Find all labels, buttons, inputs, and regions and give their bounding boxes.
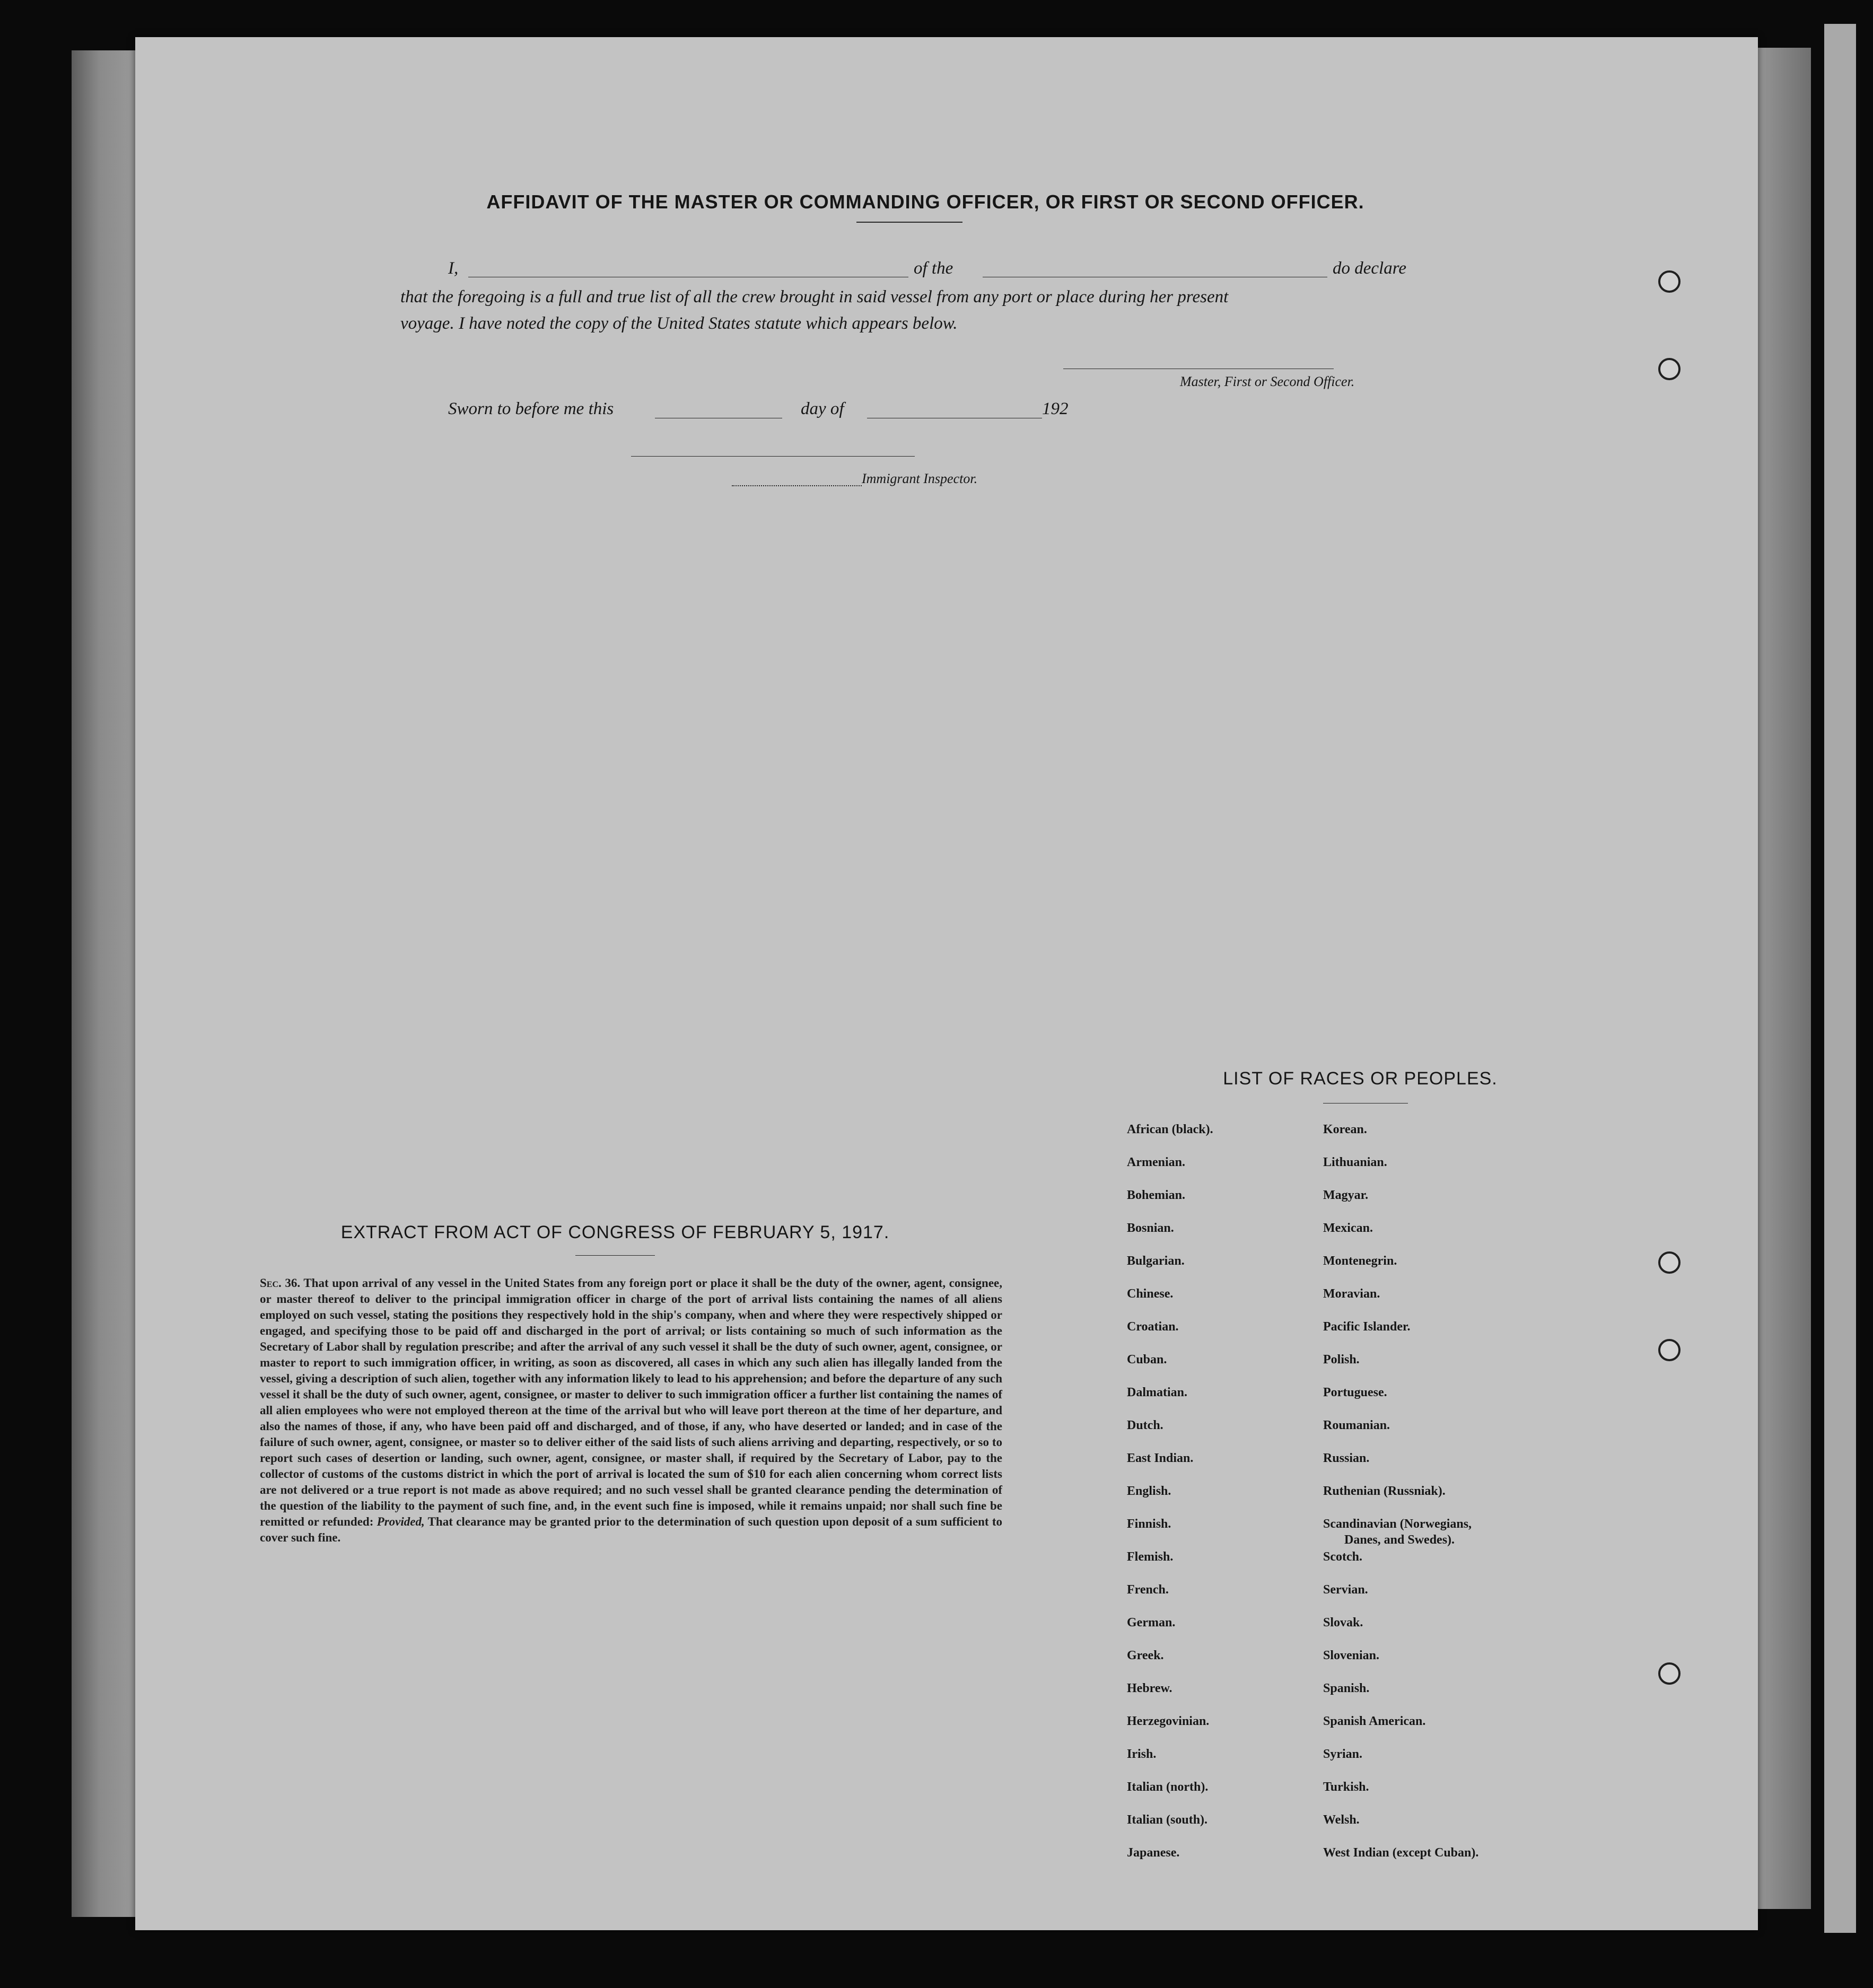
- race-item: Croatian.: [1127, 1320, 1179, 1334]
- of-the-label: of the: [914, 259, 953, 278]
- race-item: German.: [1127, 1616, 1176, 1630]
- race-item: West Indian (except Cuban).: [1323, 1846, 1479, 1860]
- race-item: Bosnian.: [1127, 1221, 1174, 1235]
- punch-hole: [1658, 1251, 1681, 1274]
- document-page: [135, 37, 1758, 1930]
- race-item: Slovenian.: [1323, 1649, 1380, 1662]
- races-list-right: [1323, 1122, 1556, 1878]
- race-item-continuation: Danes, and Swedes).: [1344, 1533, 1455, 1547]
- race-item: Servian.: [1323, 1583, 1368, 1597]
- race-item: Italian (north).: [1127, 1780, 1209, 1794]
- extract-text: [260, 1275, 1002, 1546]
- title-underline: [856, 222, 962, 223]
- race-item: Scotch.: [1323, 1550, 1362, 1564]
- punch-hole: [1658, 270, 1681, 293]
- day-of-label: day of: [801, 399, 844, 418]
- race-item: Dutch.: [1127, 1418, 1163, 1432]
- adjacent-page-left: [72, 50, 141, 1917]
- race-item: Pacific Islander.: [1323, 1320, 1411, 1334]
- race-item: Polish.: [1323, 1353, 1360, 1367]
- do-declare-label: do declare: [1333, 259, 1406, 278]
- sworn-year: 192: [1042, 399, 1069, 418]
- race-item: Korean.: [1323, 1123, 1367, 1136]
- race-item: Spanish American.: [1323, 1714, 1426, 1728]
- races-underline: [1323, 1103, 1408, 1104]
- race-item: Scandinavian (Norwegians, Danes, and Swedes).: [1323, 1516, 1556, 1549]
- race-item: Turkish.: [1323, 1780, 1369, 1794]
- affidavit-line-3: voyage. I have noted the copy of the United States statute which appears below.: [400, 314, 958, 333]
- race-item: Ruthenian (Russniak).: [1323, 1484, 1446, 1498]
- provided-label: Provided,: [377, 1515, 425, 1528]
- section-label: Sec. 36.: [260, 1276, 301, 1290]
- race-item: French.: [1127, 1583, 1169, 1597]
- race-item: Greek.: [1127, 1649, 1164, 1662]
- race-item: Russian.: [1323, 1451, 1370, 1465]
- race-item: East Indian.: [1127, 1451, 1194, 1465]
- race-item: Roumanian.: [1323, 1418, 1390, 1432]
- races-title: LIST OF RACES OR PEOPLES.: [1223, 1069, 1498, 1089]
- race-item: Herzegovinian.: [1127, 1714, 1210, 1728]
- races-list-left: [1127, 1122, 1302, 1878]
- race-item: Syrian.: [1323, 1747, 1363, 1761]
- extract-body-end: That clearance may be granted prior to the determination of such question upon deposit of a sum sufficient to cover such fine.: [260, 1515, 1003, 1544]
- extract-underline: [575, 1255, 655, 1256]
- extract-title: EXTRACT FROM ACT OF CONGRESS OF FEBRUARY 5, 1917.: [340, 1222, 890, 1242]
- race-item: Dalmatian.: [1127, 1386, 1187, 1399]
- race-item: African (black).: [1127, 1123, 1213, 1136]
- race-item: Cuban.: [1127, 1353, 1167, 1367]
- race-item: Italian (south).: [1127, 1813, 1208, 1827]
- punch-hole: [1658, 358, 1681, 380]
- extract-body: That upon arrival of any vessel in the United States from any foreign port or place it shall be the duty of the owner, agent, consignee, or master thereof to deliver to the principal immigration officer in charge of the port of arrival lists containing the names of all aliens employed on such vessel, stating the positions they respectively hold in the ship's company, when and where they were respectively shipped or engaged, and specifying those to be paid off and discharged in the port of arrival; or lists containing so much of such information as the Secretary of Labor shall by regulation prescribe; and after the arrival of any such vessel it shall be the duty of such owner, agent, consignee, or master to report to such immigration officer, in writing, as soon as discovered, all cases in which any such alien has illegally landed from the vessel, giving a description of such alien, together with any information likely to lead to his apprehension; and before the departure of any such vessel it shall be the duty of such owner, agent, consignee, or master to deliver to such immigration officer a further list containing the names of all alien employees who were not employed thereon at the time of the arrival but who will leave port thereon at the time of her departure, and also the names of those, if any, who have been paid off and discharged, and of those, if any, who have deserted or landed; and in case of the failure of such owner, agent, consignee, or master so to deliver either of the said lists of such aliens arriving and departing, respectively, or so to report such cases of desertion or landing, such owner, agent, consignee, or master shall, if required by the Secretary of Labor, pay to the collector of customs of the customs district in which the port of arrival is located the sum of $10 for each alien concerning whom correct lists are not delivered or a true report is not made as above required; and no such vessel shall be granted clearance pending the determination of the question of the liability to the payment of such fine, and, in the event such fine is imposed, while it remains unpaid; nor shall such fine be remitted or refunded:: [260, 1276, 1002, 1528]
- race-item: Bulgarian.: [1127, 1254, 1185, 1268]
- race-item: Magyar.: [1323, 1188, 1369, 1202]
- race-item: Lithuanian.: [1323, 1155, 1387, 1169]
- affidavit-i-label: I,: [448, 259, 459, 278]
- race-item: Mexican.: [1323, 1221, 1373, 1235]
- race-item: Moravian.: [1323, 1287, 1380, 1301]
- inspector-signature-line: [631, 456, 915, 457]
- adjacent-page-far-right: [1824, 24, 1856, 1933]
- race-item: Hebrew.: [1127, 1682, 1172, 1695]
- inspector-dotted-line: [732, 485, 862, 486]
- race-item: Flemish.: [1127, 1550, 1174, 1564]
- race-item: Welsh.: [1323, 1813, 1360, 1827]
- race-item: Armenian.: [1127, 1155, 1185, 1169]
- race-item: Bohemian.: [1127, 1188, 1186, 1202]
- race-item: Spanish.: [1323, 1682, 1370, 1695]
- affidavit-title: AFFIDAVIT OF THE MASTER OR COMMANDING OFFICER, OR FIRST OR SECOND OFFICER.: [486, 191, 1364, 213]
- inspector-caption: Immigrant Inspector.: [862, 471, 978, 486]
- race-item: Japanese.: [1127, 1846, 1180, 1860]
- punch-hole: [1658, 1662, 1681, 1685]
- race-item: Finnish.: [1127, 1517, 1171, 1531]
- race-item: Portuguese.: [1323, 1386, 1387, 1399]
- sworn-prefix: Sworn to before me this: [448, 399, 614, 418]
- affidavit-line-2: that the foregoing is a full and true list of all the crew brought in said vessel from any port or place during her present: [400, 287, 1229, 306]
- race-item: Irish.: [1127, 1747, 1157, 1761]
- race-item: Slovak.: [1323, 1616, 1363, 1630]
- punch-hole: [1658, 1339, 1681, 1361]
- race-item: English.: [1127, 1484, 1171, 1498]
- race-item: Chinese.: [1127, 1287, 1174, 1301]
- race-item: Montenegrin.: [1323, 1254, 1397, 1268]
- master-caption: Master, First or Second Officer.: [1180, 374, 1355, 389]
